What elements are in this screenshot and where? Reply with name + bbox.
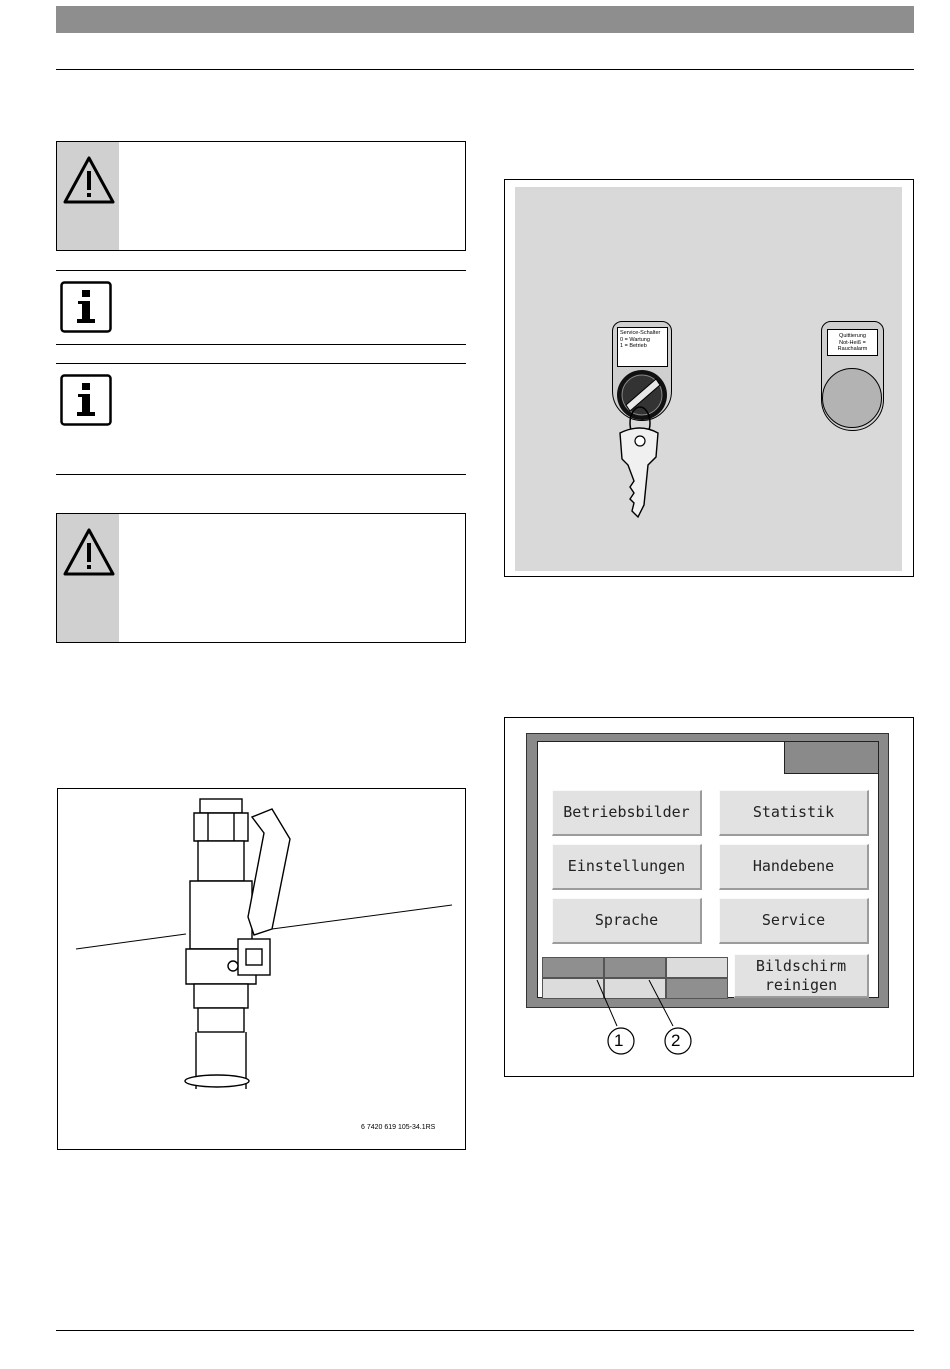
header-bar bbox=[56, 6, 914, 33]
statistik-button[interactable]: Statistik bbox=[719, 790, 869, 836]
info-i-icon bbox=[60, 281, 112, 333]
service-switch-label: Service-Schalter 0 = Wartung 1 = Betrieb bbox=[617, 327, 668, 367]
figure-valve bbox=[57, 788, 466, 1150]
einstellungen-button[interactable]: Einstellungen bbox=[552, 844, 702, 890]
warning-triangle-icon bbox=[62, 154, 116, 208]
hmi-status-tab bbox=[784, 741, 879, 774]
betriebsbilder-button[interactable]: Betriebsbilder bbox=[552, 790, 702, 836]
callout-leaders bbox=[585, 970, 705, 1060]
warning-box-2 bbox=[56, 513, 466, 643]
service-button[interactable]: Service bbox=[719, 898, 869, 944]
warning-box-1 bbox=[56, 141, 466, 251]
reset-button-label: Quittierung Not-Heiß = Rauchalarm bbox=[827, 329, 878, 356]
handebene-button[interactable]: Handebene bbox=[719, 844, 869, 890]
info-block-1 bbox=[56, 270, 466, 345]
warning-triangle-icon bbox=[62, 526, 116, 580]
key-switch-with-key[interactable] bbox=[612, 365, 672, 525]
figure-switch-panel bbox=[504, 179, 914, 577]
info-i-icon bbox=[60, 374, 112, 426]
sprache-button[interactable]: Sprache bbox=[552, 898, 702, 944]
bildschirm-reinigen-button[interactable]: Bildschirm reinigen bbox=[734, 954, 869, 998]
callout-1: 1 bbox=[614, 1031, 624, 1050]
header-rule bbox=[56, 69, 914, 70]
info-block-2 bbox=[56, 363, 466, 475]
ball-valve-illustration bbox=[58, 789, 465, 1149]
footer-rule bbox=[56, 1330, 914, 1331]
figure-caption: 6 7420 619 105-34.1RS bbox=[361, 1124, 436, 1131]
reset-button[interactable] bbox=[822, 368, 882, 428]
callout-2: 2 bbox=[671, 1031, 681, 1050]
